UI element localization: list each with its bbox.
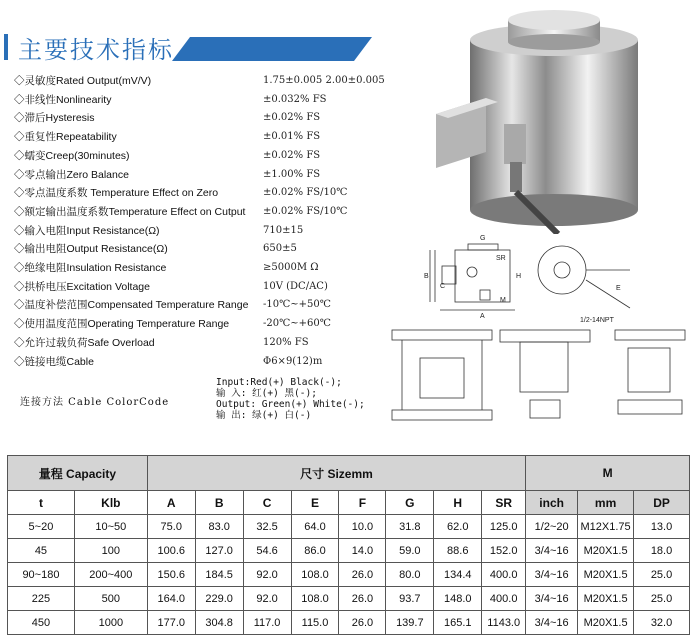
table-cell: 45 — [8, 539, 75, 563]
table-cell: M20X1.5 — [578, 563, 634, 587]
cable-color-code-label: 连接方法 Cable ColorCode — [20, 397, 170, 408]
table-cell: 148.0 — [434, 587, 482, 611]
table-cell: 108.0 — [291, 563, 339, 587]
table-cell: 32.0 — [634, 611, 690, 635]
thread-label: 1/2-14NPT — [580, 317, 614, 324]
table-cell: 31.8 — [386, 515, 434, 539]
table-cell: 400.0 — [482, 563, 526, 587]
table-cell: 25.0 — [634, 587, 690, 611]
spec-value: ±0.032% FS — [263, 93, 327, 105]
table-cell: 13.0 — [634, 515, 690, 539]
spec-value: 1.75±0.005 2.00±0.005 — [263, 75, 385, 86]
table-cell: 152.0 — [482, 539, 526, 563]
dim-label-g: G — [480, 235, 486, 242]
table-cell: 92.0 — [243, 587, 291, 611]
spec-value: ≥5000M Ω — [263, 262, 319, 273]
spec-label: ◇链接电缆Cable — [14, 355, 94, 368]
spec-label: ◇零点温度系数 Temperature Effect on Zero — [14, 187, 219, 200]
table-cell: 25.0 — [634, 563, 690, 587]
table-cell: 62.0 — [434, 515, 482, 539]
dim-label-sr: SR — [496, 255, 506, 262]
table-cell: M20X1.5 — [578, 587, 634, 611]
dim-label-a: A — [480, 313, 485, 320]
column-header: t — [8, 491, 75, 515]
spec-value: ±0.02% FS/10℃ — [263, 187, 348, 199]
capacity-dimension-table — [7, 455, 690, 635]
table-row — [8, 587, 690, 611]
column-header: B — [195, 491, 243, 515]
table-cell: 400.0 — [482, 587, 526, 611]
column-header: C — [243, 491, 291, 515]
spec-label: ◇使用温度范围Operating Temperature Range — [14, 318, 230, 331]
table-row — [8, 515, 690, 539]
table-cell: 117.0 — [243, 611, 291, 635]
spec-value: ±0.02% FS — [263, 112, 321, 124]
table-cell: 229.0 — [195, 587, 243, 611]
table-cell: 450 — [8, 611, 75, 635]
m-header: M — [526, 456, 690, 491]
dim-label-h: H — [516, 273, 522, 280]
table-cell: 134.4 — [434, 563, 482, 587]
table-cell: 92.0 — [243, 563, 291, 587]
table-cell: 225 — [8, 587, 75, 611]
table-cell: 184.5 — [195, 563, 243, 587]
connection-line-1: Input:Red(+) Black(-); — [216, 377, 342, 388]
dimension-drawings — [380, 230, 690, 430]
table-body — [8, 515, 690, 635]
column-header: mm — [578, 491, 634, 515]
table-cell: 18.0 — [634, 539, 690, 563]
connection-line-4: 输 出: 绿(+) 白(-) — [216, 410, 312, 421]
table-cell: 32.5 — [243, 515, 291, 539]
table-row — [8, 611, 690, 635]
table-cell: 5~20 — [8, 515, 75, 539]
column-header: DP — [634, 491, 690, 515]
column-header: G — [386, 491, 434, 515]
connection-line-2: 输 入: 红(+) 黑(-); — [216, 388, 317, 399]
spec-value: ±0.01% FS — [263, 131, 321, 143]
table-cell: 108.0 — [291, 587, 339, 611]
spec-value: ±0.02% FS/10℃ — [263, 205, 348, 217]
table-cell: 59.0 — [386, 539, 434, 563]
table-cell: 93.7 — [386, 587, 434, 611]
spec-label: ◇温度补偿范围Compensated Temperature Range — [14, 299, 249, 312]
spec-label: ◇额定输出温度系数Temperature Effect on Cutput — [14, 205, 246, 218]
page-title: 主要技术指标 — [18, 36, 174, 64]
table-cell: 139.7 — [386, 611, 434, 635]
spec-value: 10V (DC/AC) — [263, 280, 328, 292]
table-cell: 88.6 — [434, 539, 482, 563]
table-cell: 26.0 — [339, 611, 386, 635]
table-cell: 26.0 — [339, 563, 386, 587]
table-cell: 100.6 — [147, 539, 195, 563]
spec-value: ±0.02% FS — [263, 149, 321, 161]
table-cell: 64.0 — [291, 515, 339, 539]
table-cell: 200~400 — [74, 563, 147, 587]
spec-label: ◇输入电阻Input Resistance(Ω) — [14, 224, 160, 237]
table-cell: M20X1.5 — [578, 539, 634, 563]
table-cell: 304.8 — [195, 611, 243, 635]
table-cell: 127.0 — [195, 539, 243, 563]
header-ribbon — [172, 37, 372, 61]
capacity-header: 量程 Capacity — [8, 456, 148, 491]
spec-label: ◇蠕变Creep(30minutes) — [14, 149, 130, 162]
dim-label-e: E — [616, 285, 621, 292]
table-cell: 1/2~20 — [526, 515, 578, 539]
table-cell: 10.0 — [339, 515, 386, 539]
table-cell: 165.1 — [434, 611, 482, 635]
table-cell: 1000 — [74, 611, 147, 635]
header-accent-bar — [4, 34, 8, 60]
load-cell-photo — [426, 2, 656, 234]
spec-value: 650±5 — [263, 243, 297, 255]
table-cell: 54.6 — [243, 539, 291, 563]
spec-label: ◇重复性Repeatability — [14, 131, 117, 144]
column-header: Klb — [74, 491, 147, 515]
table-cell: 10~50 — [74, 515, 147, 539]
table-cell: 86.0 — [291, 539, 339, 563]
spec-label: ◇允许过载负荷Safe Overload — [14, 336, 155, 349]
column-header: SR — [482, 491, 526, 515]
size-header: 尺寸 Sizemm — [147, 456, 525, 491]
spec-label: ◇绝缘电阻Insulation Resistance — [14, 262, 167, 274]
connection-line-3: Output: Green(+) White(-); — [216, 399, 365, 410]
spec-label: ◇灵敏度Rated Output(mV/V) — [14, 75, 152, 87]
spec-value: -20℃~+60℃ — [263, 318, 331, 330]
dim-label-c: C — [440, 283, 446, 290]
spec-label: ◇拱桥电压Excitation Voltage — [14, 280, 150, 293]
column-header: F — [339, 491, 386, 515]
table-row — [8, 563, 690, 587]
table-cell: 26.0 — [339, 587, 386, 611]
table-cell: 90~180 — [8, 563, 75, 587]
table-cell: 3/4~16 — [526, 611, 578, 635]
table-cell: 80.0 — [386, 563, 434, 587]
column-header: H — [434, 491, 482, 515]
table-cell: 3/4~16 — [526, 539, 578, 563]
table-cell: 100 — [74, 539, 147, 563]
table-cell: 164.0 — [147, 587, 195, 611]
spec-label: ◇零点输出Zero Balance — [14, 168, 129, 181]
spec-value: 120% FS — [263, 336, 309, 348]
table-cell: 150.6 — [147, 563, 195, 587]
spec-value: -10℃~+50℃ — [263, 299, 331, 311]
table-cell: 1143.0 — [482, 611, 526, 635]
table-cell: M12X1.75 — [578, 515, 634, 539]
table-cell: 125.0 — [482, 515, 526, 539]
table-row — [8, 539, 690, 563]
column-header: inch — [526, 491, 578, 515]
table-cell: 3/4~16 — [526, 563, 578, 587]
spec-label: ◇输出电阻Output Resistance(Ω) — [14, 243, 168, 256]
spec-label: ◇滞后Hysteresis — [14, 112, 95, 125]
table-cell: M20X1.5 — [578, 611, 634, 635]
spec-value: Φ6×9(12)m — [263, 355, 323, 367]
column-header: E — [291, 491, 339, 515]
table-cell: 115.0 — [291, 611, 339, 635]
dim-label-b: B — [424, 273, 429, 280]
table-cell: 500 — [74, 587, 147, 611]
spec-value: 710±15 — [263, 224, 304, 236]
table-cell: 83.0 — [195, 515, 243, 539]
spec-value: ±1.00% FS — [263, 168, 321, 180]
table-cell: 75.0 — [147, 515, 195, 539]
column-header: A — [147, 491, 195, 515]
spec-label: ◇非线性Nonlinearity — [14, 93, 112, 106]
table-cell: 177.0 — [147, 611, 195, 635]
table-cell: 14.0 — [339, 539, 386, 563]
table-cell: 3/4~16 — [526, 587, 578, 611]
dim-label-m: M — [500, 297, 506, 304]
column-header-row — [8, 491, 690, 515]
